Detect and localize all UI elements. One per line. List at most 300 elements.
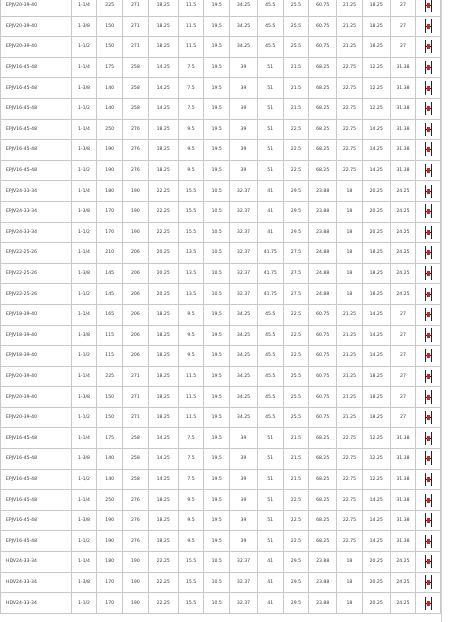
table-row (1, 531, 441, 552)
value-cell: 21.25 (337, 325, 363, 346)
value-cell: 18.25 (362, 263, 390, 284)
value-cell: 18.25 (362, 37, 390, 58)
value-cell: 271 (123, 387, 149, 408)
value-cell: 18 (337, 263, 363, 284)
value-cell: 45.5 (257, 325, 283, 346)
value-cell: 22.5 (283, 346, 309, 367)
value-cell: 10.5 (204, 243, 230, 264)
value-cell: 7.5 (178, 78, 204, 99)
icon-cell (416, 304, 441, 325)
value-cell: 27 (390, 37, 416, 58)
value-cell: 20.25 (362, 201, 390, 222)
value-cell: 24.25 (390, 222, 416, 243)
value-cell: 145 (97, 284, 123, 305)
value-cell: 206 (123, 346, 149, 367)
value-cell: 21.25 (337, 0, 363, 16)
value-cell: 7.5 (178, 98, 204, 119)
value-cell: 18.25 (148, 407, 178, 428)
value-cell: 68.25 (309, 160, 337, 181)
value-cell: 39 (230, 510, 258, 531)
value-cell: 258 (123, 57, 149, 78)
value-cell: 19.5 (204, 510, 230, 531)
model-cell: EPJV24-33-34 (1, 201, 72, 222)
pump-icon (425, 349, 432, 362)
model-cell: EPJV22-25-26 (1, 243, 72, 264)
value-cell: 27 (390, 366, 416, 387)
value-cell: 150 (97, 37, 123, 58)
value-cell: 22.75 (337, 160, 363, 181)
value-cell: 14.25 (362, 304, 390, 325)
value-cell: 51 (257, 490, 283, 511)
value-cell: 60.75 (309, 37, 337, 58)
value-cell: 19.5 (204, 366, 230, 387)
size-cell: 1-1/4 (71, 0, 97, 16)
pump-icon (425, 432, 432, 445)
pump-icon (425, 576, 432, 589)
value-cell: 206 (123, 243, 149, 264)
value-cell: 68.25 (309, 428, 337, 449)
value-cell: 18.25 (362, 366, 390, 387)
value-cell: 41 (257, 572, 283, 593)
value-cell: 18 (337, 552, 363, 573)
value-cell: 22.75 (337, 98, 363, 119)
value-cell: 10.5 (204, 552, 230, 573)
value-cell: 23.88 (309, 572, 337, 593)
value-cell: 276 (123, 510, 149, 531)
icon-cell (416, 366, 441, 387)
table-row (1, 140, 441, 161)
value-cell: 18.25 (148, 325, 178, 346)
value-cell: 18.25 (148, 346, 178, 367)
value-cell: 27 (390, 387, 416, 408)
value-cell: 140 (97, 98, 123, 119)
value-cell: 19.5 (204, 160, 230, 181)
value-cell: 140 (97, 78, 123, 99)
value-cell: 250 (97, 490, 123, 511)
value-cell: 22.5 (283, 490, 309, 511)
value-cell: 14.25 (362, 346, 390, 367)
value-cell: 22.75 (337, 469, 363, 490)
value-cell: 45.5 (257, 346, 283, 367)
pump-icon (425, 123, 432, 136)
model-cell: EPJV24-33-34 (1, 222, 72, 243)
value-cell: 258 (123, 428, 149, 449)
value-cell: 18.25 (148, 490, 178, 511)
size-cell: 1-1/4 (71, 119, 97, 140)
value-cell: 60.75 (309, 407, 337, 428)
value-cell: 31.38 (390, 160, 416, 181)
table-row (1, 387, 441, 408)
value-cell: 18.25 (148, 160, 178, 181)
size-cell: 1-1/2 (71, 37, 97, 58)
value-cell: 7.5 (178, 449, 204, 470)
value-cell: 25.5 (283, 407, 309, 428)
value-cell: 39 (230, 140, 258, 161)
value-cell: 22.5 (283, 325, 309, 346)
value-cell: 22.5 (283, 531, 309, 552)
value-cell: 60.75 (309, 387, 337, 408)
value-cell: 27.5 (283, 284, 309, 305)
value-cell: 276 (123, 531, 149, 552)
value-cell: 24.88 (309, 243, 337, 264)
value-cell: 210 (97, 243, 123, 264)
value-cell: 24.25 (390, 552, 416, 573)
icon-cell (416, 263, 441, 284)
value-cell: 170 (97, 222, 123, 243)
value-cell: 23.88 (309, 222, 337, 243)
table-row (1, 119, 441, 140)
value-cell: 10.5 (204, 181, 230, 202)
value-cell: 165 (97, 304, 123, 325)
value-cell: 22.5 (283, 304, 309, 325)
value-cell: 31.38 (390, 510, 416, 531)
value-cell: 45.5 (257, 407, 283, 428)
value-cell: 271 (123, 366, 149, 387)
value-cell: 22.5 (283, 140, 309, 161)
value-cell: 14.25 (362, 119, 390, 140)
table-row (1, 16, 441, 37)
pump-icon (425, 40, 432, 53)
value-cell: 225 (97, 0, 123, 16)
value-cell: 51 (257, 160, 283, 181)
value-cell: 45.5 (257, 37, 283, 58)
value-cell: 150 (97, 387, 123, 408)
icon-cell (416, 387, 441, 408)
value-cell: 22.25 (148, 181, 178, 202)
value-cell: 14.25 (362, 510, 390, 531)
value-cell: 18.25 (148, 37, 178, 58)
model-cell: EPJV16-45-48 (1, 78, 72, 99)
pump-icon (425, 288, 432, 301)
value-cell: 206 (123, 304, 149, 325)
pump-icon (425, 514, 432, 527)
value-cell: 18.25 (148, 119, 178, 140)
pump-icon (425, 329, 432, 342)
value-cell: 19.5 (204, 531, 230, 552)
value-cell: 170 (97, 201, 123, 222)
icon-cell (416, 572, 441, 593)
value-cell: 19.5 (204, 469, 230, 490)
size-cell: 1-3/8 (71, 449, 97, 470)
value-cell: 39 (230, 428, 258, 449)
pump-icon (425, 246, 432, 259)
value-cell: 14.25 (148, 57, 178, 78)
value-cell: 29.5 (283, 201, 309, 222)
value-cell: 170 (97, 593, 123, 614)
size-cell: 1-1/4 (71, 552, 97, 573)
value-cell: 10.5 (204, 572, 230, 593)
value-cell: 31.38 (390, 428, 416, 449)
size-cell: 1-3/8 (71, 510, 97, 531)
size-cell: 1-1/2 (71, 160, 97, 181)
pump-icon (425, 555, 432, 568)
value-cell: 22.5 (283, 510, 309, 531)
value-cell: 14.25 (362, 531, 390, 552)
size-cell: 1-3/8 (71, 140, 97, 161)
icon-cell (416, 469, 441, 490)
value-cell: 21.25 (337, 304, 363, 325)
table-row (1, 449, 441, 470)
value-cell: 258 (123, 469, 149, 490)
size-cell: 1-3/8 (71, 572, 97, 593)
value-cell: 145 (97, 263, 123, 284)
value-cell: 150 (97, 16, 123, 37)
value-cell: 29.5 (283, 572, 309, 593)
table-row (1, 284, 441, 305)
size-cell: 1-1/2 (71, 531, 97, 552)
value-cell: 271 (123, 37, 149, 58)
value-cell: 258 (123, 98, 149, 119)
table-row (1, 593, 441, 614)
value-cell: 14.25 (148, 78, 178, 99)
icon-cell (416, 119, 441, 140)
value-cell: 27 (390, 325, 416, 346)
value-cell: 13.5 (178, 284, 204, 305)
value-cell: 18 (337, 201, 363, 222)
value-cell: 39 (230, 57, 258, 78)
value-cell: 68.25 (309, 140, 337, 161)
value-cell: 11.5 (178, 0, 204, 16)
value-cell: 22.75 (337, 78, 363, 99)
icon-cell (416, 407, 441, 428)
value-cell: 41 (257, 593, 283, 614)
value-cell: 258 (123, 78, 149, 99)
icon-cell (416, 201, 441, 222)
value-cell: 20.25 (362, 222, 390, 243)
pump-icon (425, 308, 432, 321)
value-cell: 18 (337, 222, 363, 243)
model-cell: EPJV16-45-48 (1, 449, 72, 470)
size-cell: 1-1/2 (71, 407, 97, 428)
pump-icon (425, 535, 432, 548)
value-cell: 150 (97, 407, 123, 428)
value-cell: 170 (97, 572, 123, 593)
value-cell: 190 (97, 510, 123, 531)
icon-cell (416, 552, 441, 573)
value-cell: 41 (257, 181, 283, 202)
value-cell: 21.5 (283, 98, 309, 119)
value-cell: 9.5 (178, 119, 204, 140)
value-cell: 175 (97, 428, 123, 449)
value-cell: 39 (230, 531, 258, 552)
model-cell: EPJV16-45-48 (1, 490, 72, 511)
value-cell: 271 (123, 16, 149, 37)
value-cell: 15.5 (178, 593, 204, 614)
value-cell: 115 (97, 325, 123, 346)
value-cell: 18.25 (148, 531, 178, 552)
value-cell: 41 (257, 222, 283, 243)
value-cell: 190 (123, 222, 149, 243)
value-cell: 31.38 (390, 78, 416, 99)
table-row (1, 325, 441, 346)
value-cell: 206 (123, 325, 149, 346)
value-cell: 180 (97, 181, 123, 202)
pump-icon (425, 391, 432, 404)
value-cell: 21.25 (337, 407, 363, 428)
value-cell: 27 (390, 346, 416, 367)
value-cell: 60.75 (309, 346, 337, 367)
value-cell: 19.5 (204, 140, 230, 161)
table-row (1, 572, 441, 593)
value-cell: 9.5 (178, 346, 204, 367)
value-cell: 14.25 (148, 449, 178, 470)
icon-cell (416, 140, 441, 161)
value-cell: 15.5 (178, 222, 204, 243)
model-cell: EPJV20-39-40 (1, 37, 72, 58)
value-cell: 32.37 (230, 222, 258, 243)
value-cell: 39 (230, 469, 258, 490)
value-cell: 140 (97, 449, 123, 470)
value-cell: 60.75 (309, 325, 337, 346)
icon-cell (416, 449, 441, 470)
value-cell: 39 (230, 160, 258, 181)
value-cell: 68.25 (309, 119, 337, 140)
value-cell: 20.25 (148, 243, 178, 264)
value-cell: 19.5 (204, 346, 230, 367)
pump-icon (425, 164, 432, 177)
value-cell: 18 (337, 243, 363, 264)
value-cell: 32.37 (230, 201, 258, 222)
value-cell: 206 (123, 284, 149, 305)
value-cell: 190 (123, 181, 149, 202)
value-cell: 25.5 (283, 37, 309, 58)
table-row (1, 304, 441, 325)
value-cell: 11.5 (178, 366, 204, 387)
value-cell: 22.25 (148, 222, 178, 243)
value-cell: 22.25 (148, 593, 178, 614)
value-cell: 12.25 (362, 469, 390, 490)
value-cell: 21.5 (283, 78, 309, 99)
size-cell: 1-3/8 (71, 201, 97, 222)
value-cell: 23.88 (309, 552, 337, 573)
size-cell: 1-1/4 (71, 243, 97, 264)
value-cell: 20.25 (148, 263, 178, 284)
value-cell: 180 (97, 552, 123, 573)
value-cell: 34.25 (230, 0, 258, 16)
pump-icon (425, 226, 432, 239)
value-cell: 24.88 (309, 263, 337, 284)
icon-cell (416, 593, 441, 614)
value-cell: 18.25 (148, 140, 178, 161)
value-cell: 19.5 (204, 407, 230, 428)
value-cell: 13.5 (178, 243, 204, 264)
icon-cell (416, 284, 441, 305)
value-cell: 9.5 (178, 490, 204, 511)
icon-cell (416, 243, 441, 264)
value-cell: 12.25 (362, 78, 390, 99)
value-cell: 23.88 (309, 181, 337, 202)
value-cell: 60.75 (309, 16, 337, 37)
value-cell: 32.37 (230, 263, 258, 284)
value-cell: 225 (97, 366, 123, 387)
value-cell: 22.75 (337, 119, 363, 140)
value-cell: 23.88 (309, 201, 337, 222)
table-row (1, 366, 441, 387)
value-cell: 68.25 (309, 469, 337, 490)
pump-icon (425, 597, 432, 610)
value-cell: 60.75 (309, 366, 337, 387)
value-cell: 31.38 (390, 98, 416, 119)
model-cell: EPJV20-39-40 (1, 16, 72, 37)
value-cell: 31.38 (390, 469, 416, 490)
value-cell: 32.37 (230, 284, 258, 305)
value-cell: 60.75 (309, 0, 337, 16)
value-cell: 68.25 (309, 510, 337, 531)
value-cell: 14.25 (148, 469, 178, 490)
value-cell: 10.5 (204, 284, 230, 305)
value-cell: 18.25 (148, 304, 178, 325)
value-cell: 22.75 (337, 510, 363, 531)
model-cell: EPJV22-25-26 (1, 284, 72, 305)
value-cell: 271 (123, 407, 149, 428)
value-cell: 51 (257, 428, 283, 449)
value-cell: 250 (97, 119, 123, 140)
value-cell: 271 (123, 0, 149, 16)
model-cell: EPJV16-45-48 (1, 469, 72, 490)
table-row (1, 98, 441, 119)
value-cell: 25.5 (283, 0, 309, 16)
value-cell: 18.25 (362, 387, 390, 408)
value-cell: 14.25 (362, 160, 390, 181)
value-cell: 21.5 (283, 449, 309, 470)
value-cell: 31.38 (390, 449, 416, 470)
value-cell: 19.5 (204, 57, 230, 78)
value-cell: 31.38 (390, 119, 416, 140)
pump-icon (425, 20, 432, 33)
model-cell: HDV24-33-34 (1, 572, 72, 593)
value-cell: 14.25 (362, 490, 390, 511)
value-cell: 39 (230, 490, 258, 511)
value-cell: 19.5 (204, 325, 230, 346)
value-cell: 41 (257, 552, 283, 573)
value-cell: 22.75 (337, 428, 363, 449)
value-cell: 27 (390, 407, 416, 428)
value-cell: 27 (390, 0, 416, 16)
value-cell: 9.5 (178, 160, 204, 181)
size-cell: 1-3/8 (71, 16, 97, 37)
value-cell: 14.25 (362, 325, 390, 346)
model-cell: EPJV18-39-40 (1, 325, 72, 346)
table-row (1, 78, 441, 99)
model-cell: EPJV18-39-40 (1, 304, 72, 325)
value-cell: 9.5 (178, 531, 204, 552)
value-cell: 22.25 (148, 201, 178, 222)
value-cell: 34.25 (230, 325, 258, 346)
model-cell: HDV24-33-34 (1, 593, 72, 614)
table-row (1, 346, 441, 367)
value-cell: 24.25 (390, 572, 416, 593)
value-cell: 27.5 (283, 243, 309, 264)
value-cell: 7.5 (178, 428, 204, 449)
table-row (1, 160, 441, 181)
value-cell: 22.25 (148, 572, 178, 593)
value-cell: 15.5 (178, 201, 204, 222)
value-cell: 10.5 (204, 263, 230, 284)
pump-icon (425, 143, 432, 156)
value-cell: 15.5 (178, 572, 204, 593)
value-cell: 14.25 (148, 98, 178, 119)
table-right-border (441, 0, 442, 622)
value-cell: 22.75 (337, 490, 363, 511)
value-cell: 190 (123, 552, 149, 573)
pump-icon (425, 61, 432, 74)
value-cell: 22.25 (148, 552, 178, 573)
value-cell: 12.25 (362, 428, 390, 449)
value-cell: 25.5 (283, 16, 309, 37)
value-cell: 21.5 (283, 469, 309, 490)
value-cell: 51 (257, 510, 283, 531)
pump-icon (425, 82, 432, 95)
